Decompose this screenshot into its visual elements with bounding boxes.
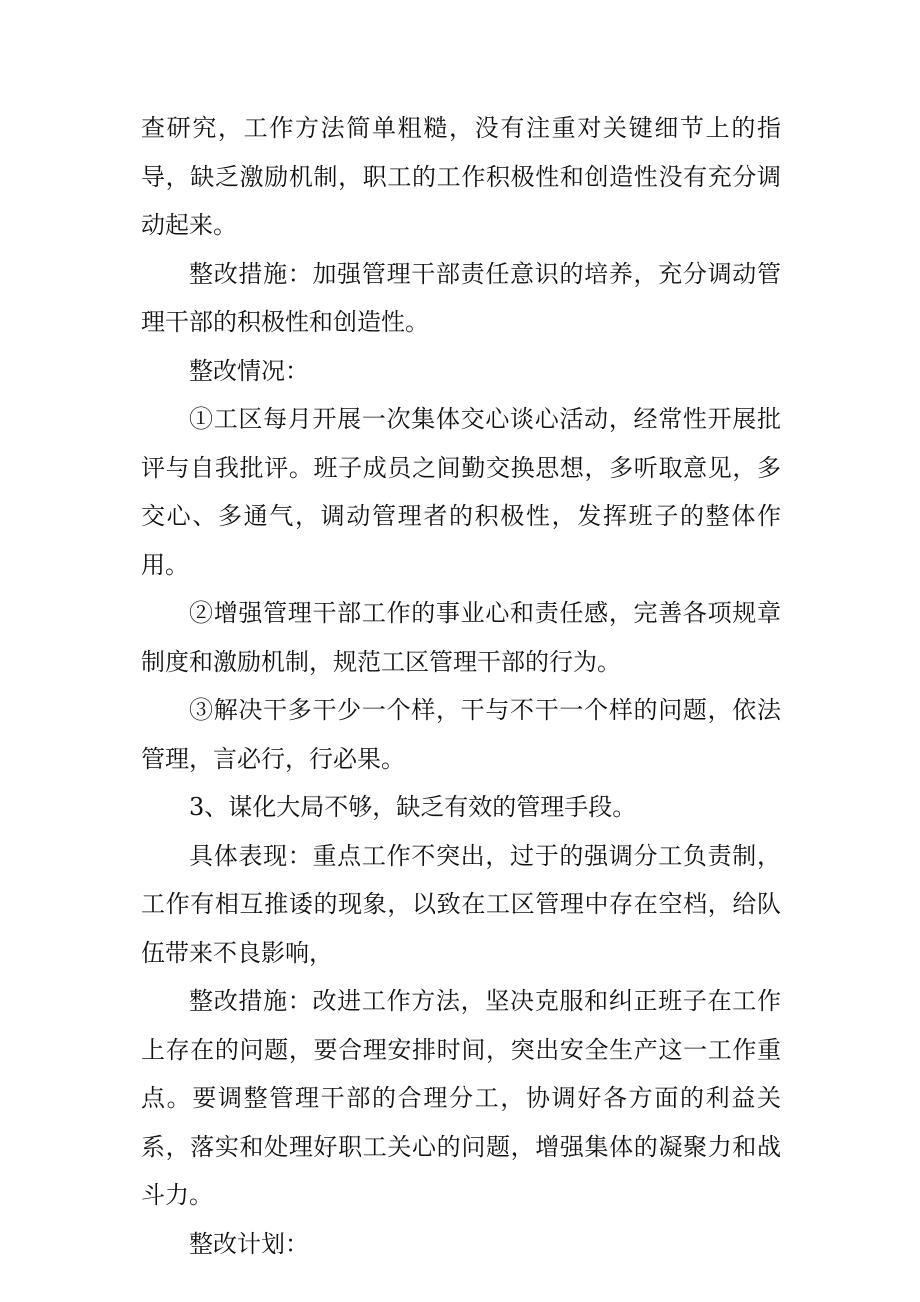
paragraph-rectification-status-heading: 整改情况： [189,356,309,385]
paragraph-specific-performance: 具体表现：重点工作不突出，过于的强调分工负责制，工作有相互推诿的现象，以致在工区管理中存在空档，给队伍带来不良影响， [141,841,781,967]
paragraph-item-2: ②增强管理干部工作的事业心和责任感，完善各项规章制度和激励机制，规范工区管理干部的行为。 [141,599,781,676]
paragraph-rectification-measures: 整改措施：加强管理干部责任意识的培养，充分调动管理干部的积极性和创造性。 [141,259,781,336]
document-body [141,104,781,1268]
paragraph-item-3: ③解决干多干少一个样，干与不干一个样的问题，依法管理，言必行，行必果。 [141,696,781,773]
paragraph-item-1: ①工区每月开展一次集体交心谈心活动，经常性开展批评与自我批评。班子成员之间勤交换思想，多听取意见，多交心、多通气，调动管理者的积极性，发挥班子的整体作用。 [141,405,781,579]
paragraph-continuation: 查研究，工作方法简单粗糙，没有注重对关键细节上的指导，缺乏激励机制，职工的工作积极性和创造性没有充分调动起来。 [141,114,781,239]
paragraph-rectification-plan-heading: 整改计划： [189,1229,309,1258]
paragraph-section-3-heading: 3、谋化大局不够，缺乏有效的管理手段。 [189,793,637,821]
paragraph-rectification-measures-2: 整改措施：改进工作方法，坚决克服和纠正班子在工作上存在的问题，要合理安排时间，突出安全生产这一工作重点。要调整管理干部的合理分工，协调好各方面的利益关系，落实和处理好职工关心的问题，增强集体的凝聚力和战斗力。 [141,987,781,1209]
